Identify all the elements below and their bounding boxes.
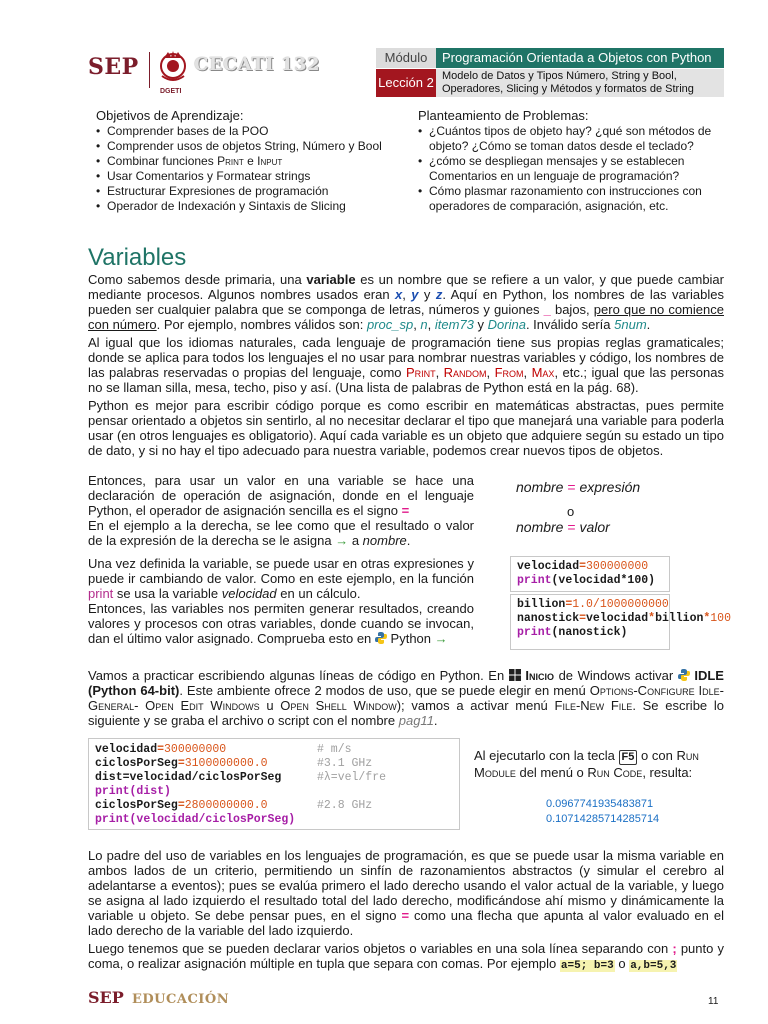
menu-inicio: Inicio	[525, 668, 554, 683]
lesson-label: Lección 2	[376, 69, 436, 97]
list-item: • Comprender bases de la POO	[96, 124, 406, 139]
code-var: velocidad	[95, 743, 158, 756]
code-block-pag11	[88, 738, 460, 830]
text: ,	[402, 287, 406, 302]
text: nombre	[516, 479, 564, 495]
code-var: velocidad	[586, 612, 649, 625]
reserved-word: Random	[443, 365, 487, 380]
code-op: =	[177, 757, 185, 770]
code-op: *	[703, 612, 711, 625]
code-number: 300000000	[164, 743, 227, 756]
output-line: 0.10714285714285714	[546, 813, 660, 825]
code-comment: #λ=vel/fre	[317, 771, 387, 784]
code-text: dist=velocidad/ciclosPorSeg	[95, 771, 282, 784]
paragraph-assignment	[88, 473, 474, 548]
code-line	[95, 813, 453, 827]
code-op: =	[565, 598, 573, 611]
code-line	[95, 799, 453, 813]
text: Python	[390, 631, 432, 646]
formula-value	[516, 520, 610, 535]
list-item: • Operador de Indexación y Sintaxis de Slicing	[96, 199, 406, 214]
footer-education: EDUCACIÓN	[132, 992, 230, 1007]
code-var: nanostick	[517, 612, 580, 625]
text: Lo padre del uso de variables en los lenguajes de programación, es que se puede usar la misma variable en ambos lados de un criterio, permitiendo un sinfín de razonamientos abstractos (y simular el cerebro al adelantarse a eventos); pues se evalúa primero el lado derecho usando el valor actual de la variable, y luego se asigna al lado izquierdo el resultado total del lado derecho, modificándose ahí mismo y dinámicamente la variable u objeto. Se debe pensar pues, en el signo	[88, 848, 724, 923]
text: ); vamos a activar menú	[396, 698, 548, 713]
list-item-text: Combinar funciones	[107, 154, 214, 168]
arrow-icon: →	[434, 631, 448, 646]
text: bajos,	[554, 302, 590, 317]
paragraph-usage	[88, 556, 474, 646]
text: expresión	[579, 479, 641, 495]
idle-label: IDLE (Python 64-bit)	[88, 668, 724, 698]
assign-operator: =	[567, 519, 576, 535]
code-line	[95, 757, 453, 771]
menu-path: Run Code	[587, 765, 643, 780]
paragraph-python: Python es mejor para escribir código porque es como escribir en matemáticas abstractas, pues permite pensar orientado a objetos sin sentirlo, al no necesitar declarar el tipo que manejará una variable para poderla usar (en otros lenguajes es obligatorio). Aquí cada variable es un objeto que adquiere según su estado un tipo de dato, y si no hay el tipo adecuado para nuestra variable, podemos crear nuevos tipos de objetos.	[88, 398, 724, 458]
code-number: 100	[710, 612, 731, 625]
paragraph-idle	[88, 668, 724, 728]
text: punto y coma, o realizar asignación múltiple en tupla que separa con comas. Por ejemplo	[88, 941, 724, 971]
code-line	[95, 743, 453, 757]
menu-path: Open Shell Window	[280, 698, 397, 713]
sep-logo: SEP	[88, 54, 139, 80]
term-variable: variable	[306, 272, 356, 287]
text: Una vez definida la variable, se puede usar en otras expresiones y puede ir cambiando de valor. Como en este ejemplo, en la función	[88, 556, 474, 586]
paragraph-intro: Como sabemos desde primaria, una variable es un nombre que se refiere a un valor, y que puede cambiar mediante procesos. Algunos nombres usados eran x, y y z. Aquí en Python, los nombres de las variables pueden ser cualquier palabra que se componga de letras, números y guiones _ bajos, pero que no comience con número. Por ejemplo, nombres válidos son: proc_sp, n, item73 y Dorina. Inválido sería 5num.	[88, 272, 724, 332]
module-label: Módulo	[376, 48, 436, 68]
lesson-title-line: Operadores, Slicing y Métodos y formatos de String	[442, 83, 694, 95]
lesson-title	[436, 69, 724, 97]
paragraph-multiple	[88, 941, 724, 974]
term-nombre: nombre	[362, 533, 407, 548]
text: Al ejecutarlo con la tecla	[474, 748, 615, 763]
rule-underlined: pero que no comience con número	[88, 302, 724, 332]
text: o con	[641, 748, 673, 763]
logo-divider	[149, 52, 150, 88]
code-op: *	[648, 612, 656, 625]
code-line	[95, 785, 453, 799]
code-comment: # m/s	[317, 743, 352, 756]
assign-operator: =	[401, 503, 410, 518]
text: . Se escribe lo siguiente y se graba el archivo o script con el nombre	[88, 698, 724, 728]
text: .	[406, 533, 411, 548]
text: o	[618, 956, 626, 971]
python-icon	[375, 632, 387, 644]
inline-code: a=5; b=3	[560, 960, 614, 972]
code-number: 1.0/1000000000	[572, 598, 669, 611]
text: .	[433, 713, 438, 728]
code-var: velocidad	[517, 560, 580, 573]
code-text: (nanostick)	[551, 626, 628, 639]
text: . Aquí en Python, los nombres de las variables pueden ser cualquier palabra que se componga de letras, números y guiones	[88, 287, 724, 317]
text: de Windows activar	[558, 668, 674, 683]
text: , etc.; igual que las personas no se llaman silla, mesa, techo, piso y así. (Una lista de palabras de Python está en la pág. 68).	[88, 365, 724, 395]
list-item: • Usar Comentarios y Formatear strings	[96, 169, 406, 184]
assign-operator: =	[401, 908, 410, 923]
menu-path: Run Module	[474, 748, 699, 780]
code-keyword: print	[95, 785, 130, 798]
text: y	[423, 287, 431, 302]
var-z: z	[435, 287, 443, 302]
objectives-list	[96, 124, 406, 214]
code-var: billion	[517, 598, 566, 611]
menu-path: File-New File	[554, 698, 633, 713]
f5-key: F5	[619, 750, 638, 765]
code-line	[95, 771, 453, 785]
text: es un nombre que se refiere a un valor, y que puede cambiar mediante procesos. Algunos nombres usados eran	[88, 272, 724, 302]
text: . Inválido sería	[525, 317, 611, 332]
text: valor	[579, 519, 610, 535]
page-number: 11	[708, 996, 719, 1007]
conjunction: e	[247, 154, 254, 168]
assign-operator: =	[567, 479, 576, 495]
list-item: • ¿cómo se despliegan mensajes y se establecen Comentarios en un lenguaje de programación?	[418, 154, 720, 184]
text: .	[646, 317, 651, 332]
example-name: proc_sp	[366, 317, 414, 332]
text: . Este ambiente ofrece 2 modos de uso, que se puede elegir en menú	[179, 683, 586, 698]
code-op: =	[177, 799, 185, 812]
reserved-word: Print	[405, 365, 436, 380]
list-item: • ¿Cuántos tipos de objeto hay? ¿qué son métodos de objeto? ¿Cómo se toman datos desde el teclado?	[418, 124, 720, 154]
code-keyword: print	[517, 574, 552, 587]
cecati-logo: CECATI 132	[194, 54, 321, 75]
text: u	[266, 698, 274, 713]
paragraph-reserved-words: Al igual que los idiomas naturales, cada lenguaje de programación tiene sus propias reglas gramaticales; donde se aplica para todos los lenguajes el no usar para nombrar nuestras variables y código, los nombres de las palabras reservadas o propias del lenguaje, como Print, Random, From, Max, etc.; igual que las personas no se llaman silla, mesa, techo, piso y así. (Una lista de palabras de Python está en la pág. 68).	[88, 335, 724, 395]
code-comment: #3.1 GHz	[317, 757, 373, 770]
code-keyword: print	[517, 626, 552, 639]
file-name: pag11	[398, 713, 434, 728]
list-item: • Cómo plasmar razonamiento con instrucciones con operadores de comparación, asignación, etc.	[418, 184, 720, 214]
code-comment: #2.8 GHz	[317, 799, 373, 812]
lesson-title-line: Modelo de Datos y Tipos Número, String y Bool,	[442, 70, 677, 82]
list-item	[96, 154, 406, 169]
inline-code: a,b=5,3	[630, 960, 677, 972]
code-op: =	[579, 560, 587, 573]
text: a	[351, 533, 360, 548]
formula-or: o	[567, 504, 575, 519]
problems-title: Planteamiento de Problemas:	[418, 108, 589, 123]
code-text: (dist)	[129, 785, 171, 798]
code-var: billion	[655, 612, 704, 625]
text: Como sabemos desde primaria, una	[88, 272, 302, 287]
objectives-title: Objetivos de Aprendizaje:	[96, 108, 244, 123]
code-block-nanostick	[510, 594, 731, 650]
reserved-word: From	[494, 365, 524, 380]
list-item: • Estructurar Expresiones de programación	[96, 184, 406, 199]
text: Entonces, las variables nos permiten generar resultados, creando valores y procesos con otras variables, donde cuando se invocan, dan el último valor asignado. Comprueba esto en	[88, 601, 474, 646]
arrow-icon: →	[335, 533, 349, 548]
example-name: n	[420, 317, 428, 332]
paragraph-reasoning	[88, 848, 724, 938]
idle-icon	[678, 669, 690, 681]
text: Entonces, para usar un valor en una variable se hace una declaración de operación de asignación, donde en el lenguaje Python, el operador de asignación sencilla es el signo	[88, 473, 474, 518]
dgeti-emblem-icon	[156, 48, 190, 88]
text: en un cálculo.	[280, 586, 361, 601]
print-keyword: Print	[217, 154, 244, 168]
underscore-char: _	[543, 302, 551, 317]
text: como una flecha que apunta al valor evaluado en el lado derecho de la variable del lado izquierdo.	[88, 908, 724, 938]
text: Luego tenemos que se pueden declarar varios objetos o variables en una sola línea separando con	[88, 941, 669, 956]
code-op: =	[579, 612, 587, 625]
output-line: 0.0967741935483871	[546, 798, 654, 810]
invalid-name: 5num	[614, 317, 647, 332]
text: Al igual que los idiomas naturales, cada lenguaje de programación tiene sus propias reglas gramaticales; donde se aplica para todos los lenguajes el no usar para nombrar nuestras variables y código, los nombres de las palabras reservadas o propias del lenguaje, como	[88, 335, 724, 380]
code-op: =	[157, 743, 165, 756]
text: , resulta:	[642, 765, 693, 780]
input-keyword: Input	[257, 154, 283, 168]
module-title: Programación Orientada a Objetos con Python	[436, 48, 724, 68]
print-keyword: print	[88, 586, 114, 601]
list-item: • Comprender usos de objetos String, Número y Bool	[96, 139, 406, 154]
semicolon-char: ;	[672, 941, 677, 956]
code-number: 3100000000.0	[184, 757, 268, 770]
code-var: ciclosPorSeg	[95, 799, 178, 812]
section-title: Variables	[88, 244, 187, 271]
code-text: (velocidad/ciclosPorSeg)	[129, 813, 296, 826]
text: nombre	[516, 519, 564, 535]
term-velocidad: velocidad	[221, 586, 277, 601]
paragraph-run	[474, 748, 726, 780]
text: En el ejemplo a la derecha, se lee como que el resultado o valor de la expresión de la derecha se le asigna	[88, 518, 474, 548]
menu-path: Options-Configure Idle-General- Open Edit Windows	[88, 683, 724, 713]
example-name: Dorina	[487, 317, 526, 332]
var-y: y	[411, 287, 419, 302]
code-block-velocidad	[510, 556, 670, 592]
code-number: 2800000000.0	[184, 799, 268, 812]
text: se usa la variable	[116, 586, 219, 601]
windows-icon	[509, 669, 521, 681]
code-var: ciclosPorSeg	[95, 757, 178, 770]
var-x: x	[395, 287, 403, 302]
dgeti-label: DGETI	[160, 88, 182, 95]
code-keyword: print	[95, 813, 130, 826]
text: . Por ejemplo, nombres válidos son:	[156, 317, 364, 332]
code-number: 300000000	[586, 560, 649, 573]
text: Vamos a practicar escribiendo algunas líneas de código en Python. En	[88, 668, 505, 683]
code-text: (velocidad*100)	[551, 574, 656, 587]
problems-list	[418, 124, 720, 214]
example-name: item73	[434, 317, 474, 332]
formula-expression	[516, 480, 640, 495]
reserved-word: Max	[531, 365, 555, 380]
footer-sep-logo: SEP	[88, 988, 124, 1007]
text: del menú o	[519, 765, 584, 780]
